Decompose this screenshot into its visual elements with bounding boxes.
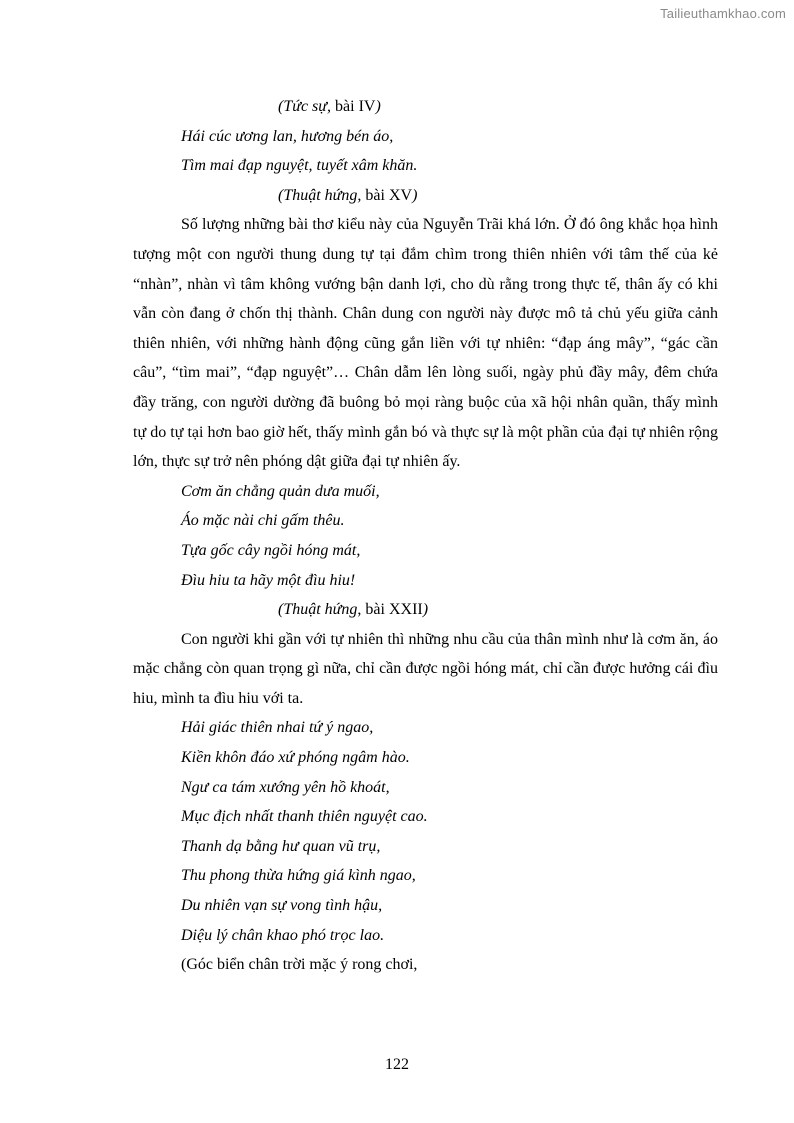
citation-1: (Tức sự, bài IV) [278,98,381,115]
poem-line: Kiền khôn đáo xứ phóng ngâm hào. [181,749,410,767]
poem-line: Diệu lý chân khao phó trọc lao. [181,926,385,944]
page-number: 122 [385,1056,409,1073]
poem-line: Áo mặc nài chi gấm thêu. [181,512,345,530]
translation-line: (Góc biển chân trời mặc ý rong chơi, [181,956,418,974]
poem-line: Mục địch nhất thanh thiên nguyệt cao. [181,808,428,826]
watermark-text: Tailieuthamkhao.com [660,6,786,21]
body-paragraph-2: Con người khi gần với tự nhiên thì những nhu cầu của thân mình như là cơm ăn, áo mặc chẳng còn quan trọng gì nữa, chỉ cần được ngồi hóng mát, chỉ cần được hưởng cái đìu hiu, mình ta đìu hiu với ta. [133,630,718,707]
poem-line: Thu phong thừa hứng giá kình ngao, [181,867,416,885]
body-paragraph-1: Số lượng những bài thơ kiểu này của Nguyễn Trãi khá lớn. Ở đó ông khắc họa hình tượng một con người thung dung tự tại đắm chìm trong thiên nhiên với tâm thế của kẻ “nhàn”, nhàn vì tâm không vướng bận danh lợi, cho dù rằng trong thực tế, thân ấy có khi vẫn còn đang ở chốn thị thành. Chân dung con người này được mô tả chủ yếu giữa cảnh thiên nhiên, với những hành động cũng gắn liền với tự nhiên: “đạp áng mây”, “gác cần câu”, “tìm mai”, “đạp nguyệt”… Chân dẫm lên lòng suối, ngày phủ đầy mây, đêm chứa đầy trăng, con người dường đã buông bỏ mọi ràng buộc của xã hội nhân quần, thấy mình tự do tự tại hơn bao giờ hết, thấy mình gắn bó và thực sự là một phần của đại tự nhiên rộng lớn, thực sự trở nên phóng dật giữa đại tự nhiên ấy. [133,216,718,471]
poem-line: Tựa gốc cây ngồi hóng mát, [181,541,361,559]
citation-3: (Thuật hứng, bài XXII) [278,601,429,619]
page-body [133,92,718,980]
poem-line: Đìu hiu ta hãy một đìu hiu! [181,571,356,589]
poem-line: Hải giác thiên nhai tứ ý ngao, [181,719,374,737]
poem-line: Cơm ăn chẳng quản dưa muối, [181,482,380,500]
poem-line: Thanh dạ bằng hư quan vũ trụ, [181,837,381,855]
poem-line: Tìm mai đạp nguyệt, tuyết xâm khăn. [181,157,418,175]
poem-line: Hái cúc ương lan, hương bén áo, [181,127,394,145]
poem-line: Ngư ca tám xướng yên hồ khoát, [181,778,390,796]
citation-2: (Thuật hứng, bài XV) [278,186,418,204]
poem-line: Du nhiên vạn sự vong tình hậu, [181,897,383,915]
